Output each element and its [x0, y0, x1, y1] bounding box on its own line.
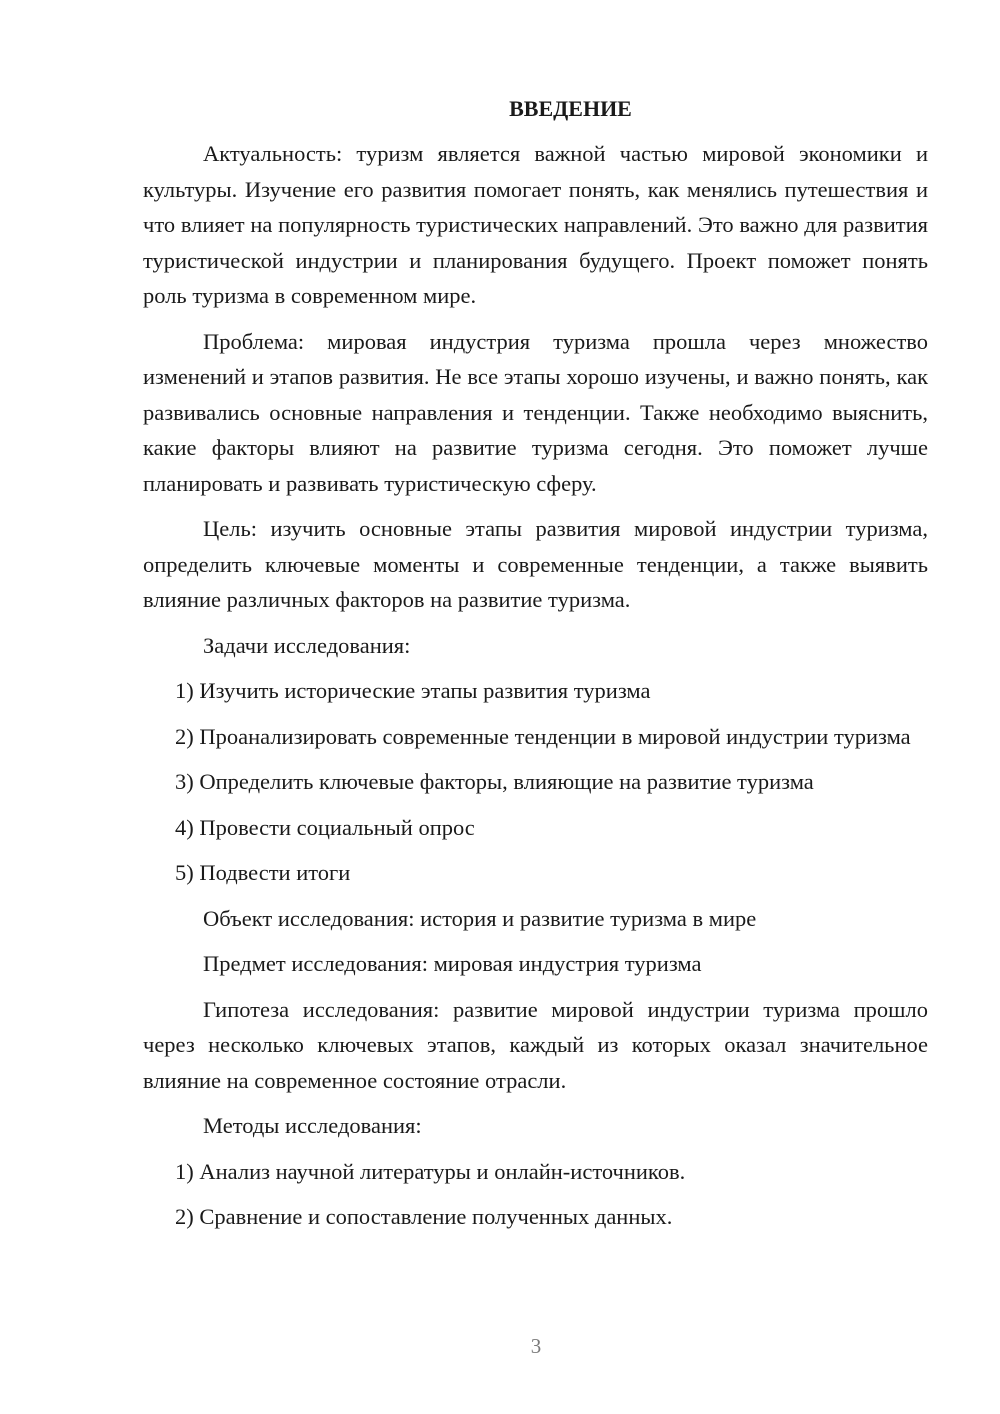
research-object: Объект исследования: история и развитие туризма в мире — [203, 905, 757, 931]
task-item-2: 2) Проанализировать современные тенденции в мировой индустрии туризма — [175, 723, 911, 749]
methods-heading: Методы исследования: — [203, 1113, 422, 1138]
method-item-2: 2) Сравнение и сопоставление полученных данных. — [175, 1204, 673, 1229]
research-subject: Предмет исследования: мировая индустрия туризма — [203, 951, 702, 976]
hypothesis-paragraph: Гипотеза исследования: развитие мировой индустрии туризма прошло через несколько ключевых этапов, каждый из которых оказал значительное влияние на современное состояние отрасли. — [143, 996, 928, 1093]
task-item-4: 4) Провести социальный опрос — [175, 814, 475, 840]
task-item-5: 5) Подвести итоги — [175, 860, 351, 885]
page-number: 3 — [530, 1334, 542, 1358]
goal-paragraph: Цель: изучить основные этапы развития мировой индустрии туризма, определить ключевые моменты и современные тенденции, а также выявить влияние различных факторов на развитие туризма. — [143, 516, 928, 612]
problem-paragraph: Проблема: мировая индустрия туризма прошла через множество изменений и этапов развития. Не все этапы хорошо изучены, и важно понять, как развивались основные направления и тенденции. Также необходимо выяснить, какие факторы влияют на развитие туризма сегодня. Это поможет лучше планировать и развивать туристическую сферу. — [143, 328, 928, 496]
relevance-paragraph: Актуальность: туризм является важной частью мировой экономики и культуры. Изучение его развития помогает понять, как менялись путешествия и что влияет на популярность туристических направлений. Это важно для развития туристической индустрии и планирования будущего. Проект поможет понять роль туризма в современном мире. — [143, 141, 928, 308]
method-item-1: 1) Анализ научной литературы и онлайн-источников. — [175, 1158, 686, 1184]
task-item-3: 3) Определить ключевые факторы, влияющие на развитие туризма — [175, 769, 814, 794]
task-item-1: 1) Изучить исторические этапы развития туризма — [175, 678, 651, 703]
section-title: ВВЕДЕНИЕ — [509, 96, 632, 121]
document-page — [143, 94, 928, 1245]
tasks-heading: Задачи исследования: — [203, 632, 411, 658]
